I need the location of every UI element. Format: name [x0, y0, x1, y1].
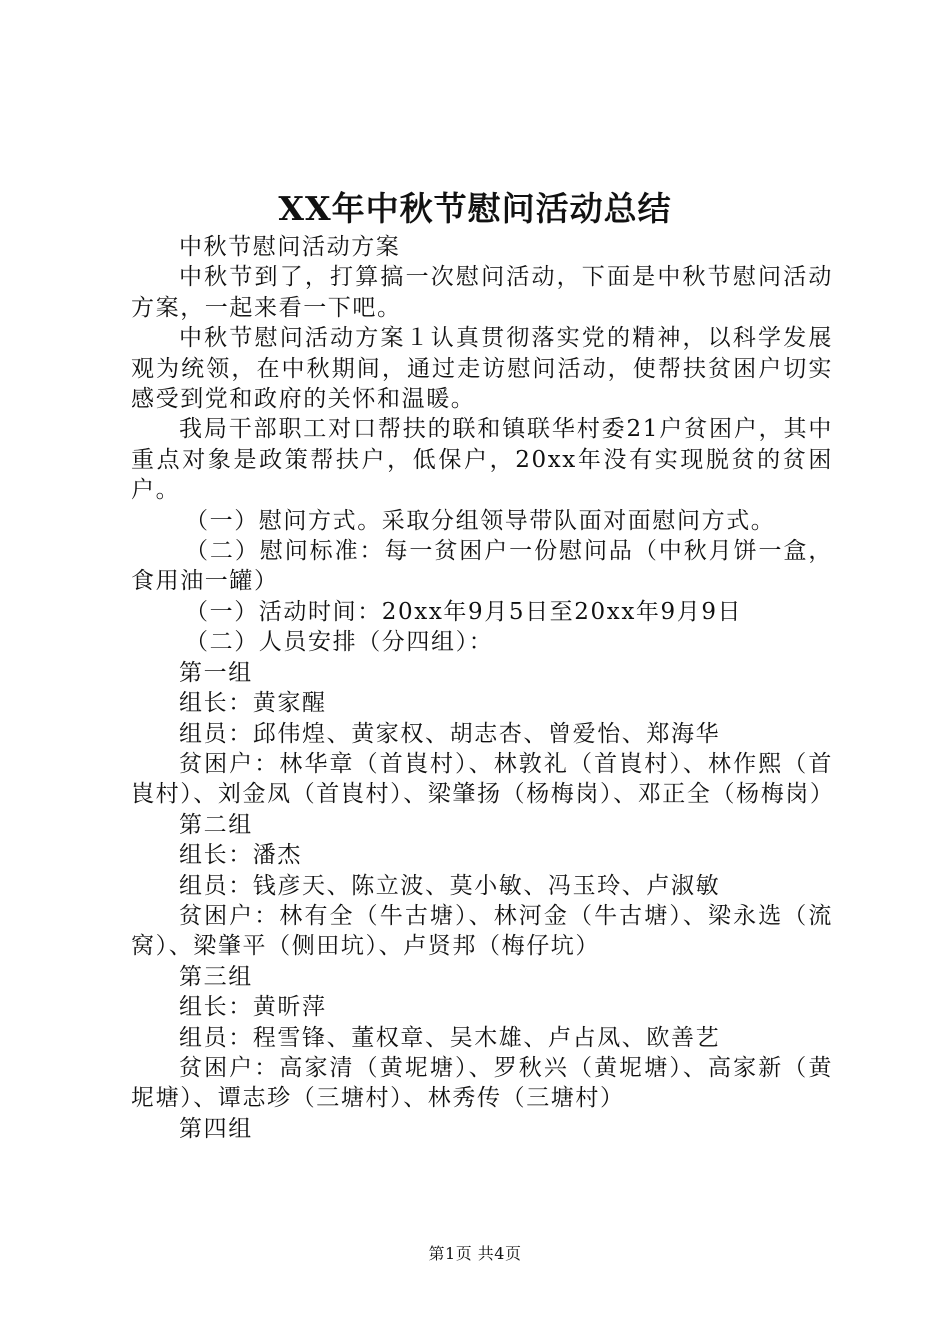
paragraph-intro: 中秋节到了，打算搞一次慰问活动，下面是中秋节慰问活动方案，一起来看一下吧。 — [131, 264, 833, 321]
group-3-leader: 组长：黄昕萍 — [179, 994, 327, 1021]
paragraph-time: （一）活动时间：20xx年9月5日至20xx年9月9日 — [185, 598, 743, 625]
group-1-households: 贫困户：林华章（首崀村）、林敦礼（首崀村）、林作熙（首崀村）、刘金凤（首崀村）、梁肇扬（杨梅岗）、邓正全（杨梅岗） — [131, 750, 835, 808]
paragraph-plan-heading: 中秋节慰问活动方案 — [179, 234, 401, 260]
group-4-heading: 第四组 — [179, 1115, 253, 1142]
group-1-heading: 第一组 — [179, 659, 253, 686]
paragraph-method: （一）慰问方式。采取分组领导带队面对面慰问方式。 — [185, 507, 776, 534]
group-3-members: 组员：程雪锋、董权章、吴木雄、卢占凤、欧善艺 — [179, 1024, 721, 1051]
page-footer: 第1页 共4页 — [428, 1244, 522, 1263]
group-2-leader: 组长：潘杰 — [179, 842, 302, 869]
group-2-heading: 第二组 — [179, 811, 253, 838]
paragraph-plan-goal: 中秋节慰问活动方案１认真贯彻落实党的精神，以科学发展观为统领，在中秋期间，通过走访慰问活动，使帮扶贫困户切实感受到党和政府的关怀和温暖。 — [131, 325, 833, 413]
paragraph-standard: （二）慰问标准：每一贫困户一份慰问品（中秋月饼一盒，食用油一罐） — [131, 538, 833, 595]
group-1-leader: 组长：黄家醒 — [179, 690, 327, 717]
group-2-households: 贫困户：林有全（牛古塘）、林河金（牛古塘）、梁永选（流窝）、梁肇平（侧田坑）、卢贤邦（梅仔坑） — [131, 902, 833, 960]
group-3-households: 贫困户：高家清（黄坭塘）、罗秋兴（黄坭塘）、高家新（黄坭塘）、谭志珍（三塘村）、林秀传（三塘村） — [131, 1054, 833, 1112]
document-title: XX年中秋节慰问活动总结 — [278, 189, 672, 228]
paragraph-staffing: （二）人员安排（分四组）： — [185, 629, 494, 656]
document-body — [131, 232, 833, 1144]
paragraph-targets: 我局干部职工对口帮扶的联和镇联华村委21户贫困户，其中重点对象是政策帮扶户，低保户，20xx年没有实现脱贫的贫困户。 — [131, 416, 833, 504]
group-1-members: 组员：邱伟煌、黄家权、胡志杏、曾爱怡、郑海华 — [179, 720, 721, 747]
group-3-heading: 第三组 — [179, 963, 253, 990]
group-2-members: 组员：钱彦天、陈立波、莫小敏、冯玉玲、卢淑敏 — [179, 872, 721, 899]
